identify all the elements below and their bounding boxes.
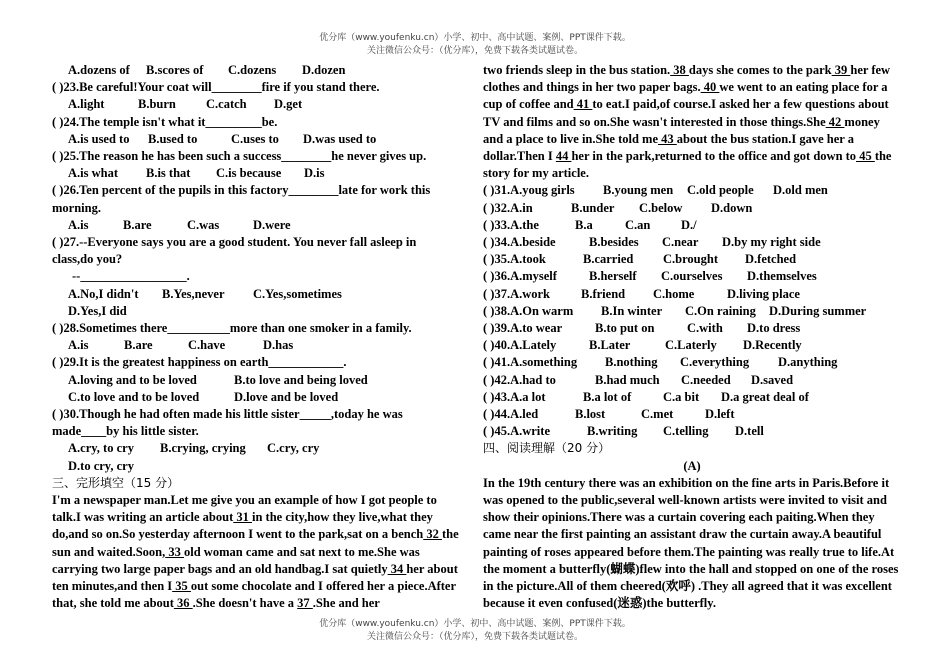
question-29: ( )29.It is the greatest happiness on earth____________. [52,355,347,370]
question-40: ( )40.A.Lately B.Later C.Laterly D.Recently [483,338,802,353]
blank-44: 44 [555,149,572,164]
blank-31: 31 [233,510,252,525]
section-3-heading: 三、完形填空（15 分） [52,475,180,490]
question-35: ( )35.A.took B.carried C.brought D.fetched [483,252,797,267]
question-27-cont: class,do you? [52,252,123,267]
question-28: ( )28.Sometimes there__________more than one smoker in a family. [52,321,412,336]
q27-option-d: D.Yes,I did [68,303,127,318]
blank-39: 39 [831,63,851,77]
q26-options: A.is B.are C.was D.were [68,217,291,232]
question-26-cont: morning. [52,200,101,215]
left-column [52,62,462,613]
right-column [483,62,901,613]
header-line-2: 关注微信公众号：（优分库），免费下载各类试题试卷。 [366,46,583,56]
blank-40: 40 [700,80,720,95]
header-line-1: 优分库（www.youfenku.cn）小学、初中、高中试题、案例、PPT课件下载。 [319,33,631,43]
q30-option-d: D.to cry, cry [68,458,134,473]
blank-35: 35 [172,579,191,594]
question-38: ( )38.A.On warm B.In winter C.On raining D.During summer [483,303,867,318]
question-39: ( )39.A.to wear B.to put on C.with D.to dress [483,321,801,336]
q22-options: A.dozens of B.scores of C.dozens D.dozen [68,63,346,77]
q23-options: A.light B.burn C.catch D.get [68,97,303,112]
question-32: ( )32.A.in B.under C.below D.down [483,200,753,215]
question-27-blank: --_________________. [72,269,190,284]
question-25: ( )25.The reason he has been such a success________he never gives up. [52,149,427,164]
q24-options: A.is used to B.used to C.uses to D.was used to [68,131,377,146]
blank-36: 36 [173,596,193,611]
blank-43: 43 [658,131,677,146]
question-26: ( )26.Ten percent of the pupils in this factory________late for work this [52,183,431,198]
q27-options: A.No,I didn't B.Yes,never C.Yes,sometimes [68,286,342,301]
footer-banner [0,618,950,644]
cloze-passage-right: two friends sleep in the bus station. 38 days she comes to the park 39 her few clothes and things in her two paper bags. 40 we went to an eating place for a cup of coffee and 41 to eat.I paid,of course.I asked her a few questions about TV and films and so on.She wasn't interested in those things.She 42 money and a place to live in.She told me 43 about the bus station.I gave her a dollar.Then I 44 her in the park,returned to the office and got down to 45 the story for my article. [483,63,892,181]
question-30: ( )30.Though he had often made his little sister_____,today he was [52,407,403,422]
question-30-cont: made____by his little sister. [52,424,199,439]
blank-33: 33 [165,544,184,559]
question-23: ( )23.Be careful!Your coat will________fire if you stand there. [52,80,380,95]
blank-37: 37 [297,596,313,611]
q28-options: A.is B.are C.have D.has [68,338,294,353]
question-36: ( )36.A.myself B.herself C.ourselves D.themselves [483,269,817,284]
question-45: ( )45.A.write B.writing C.telling D.tell [483,424,764,439]
question-42: ( )42.A.had to B.had much C.needed D.saved [483,372,794,387]
footer-line-2: 关注微信公众号：（优分库），免费下载各类试题试卷。 [366,632,583,642]
question-43: ( )43.A.a lot B.a lot of C.a bit D.a great deal of [483,389,809,404]
q29-options-2: C.to love and to be loved D.love and be loved [68,389,339,404]
blank-42: 42 [825,114,845,129]
question-27: ( )27.--Everyone says you are a good student. You never fall asleep in [52,235,417,250]
question-31: ( )31.A.youg girls B.young men C.old people D.old men [483,183,828,198]
question-33: ( )33.A.the B.a C.an D./ [483,217,697,232]
blank-34: 34 [387,561,407,576]
question-44: ( )44.A.led B.lost C.met D.left [483,407,735,422]
blank-41: 41 [573,97,593,112]
footer-line-1: 优分库（www.youfenku.cn）小学、初中、高中试题、案例、PPT课件下载。 [319,619,631,629]
question-24: ( )24.The temple isn't what it_________be. [52,114,278,129]
question-41: ( )41.A.something B.nothing C.everything D.anything [483,355,838,370]
section-4-heading: 四、阅读理解（20 分） [483,441,611,456]
q25-options: A.is what B.is that C.is because D.is [68,166,325,181]
reading-passage-a: In the 19th century there was an exhibition on the fine arts in Paris.Before it was opened to the public,several well-known artists were invited to visit and show their opinions.There was a curtain covering each paiting.When they came near the first painting an assistant draw the curtain away.A beautiful painting of roses appeared before them.The painting was really true to life.At the moment a butterfly(蝴蝶)flew into the hall and stopped on one of the roses in the picture.All of them cheered(欢呼) .They all agreed that it was excellent because it even confused(迷惑)the butterfly. [483,475,899,611]
passage-label: (A) [683,458,701,473]
question-37: ( )37.A.work B.friend C.home D.living place [483,286,800,301]
blank-38: 38 [670,63,689,77]
header-banner [0,32,950,58]
blank-32: 32 [423,527,442,542]
q29-options-1: A.loving and to be loved B.to love and being loved [68,372,368,387]
question-34: ( )34.A.beside B.besides C.near D.by my right side [483,235,821,250]
q30-options: A.cry, to cry B.crying, crying C.cry, cry [68,441,320,456]
cloze-passage-left: I'm a newspaper man.Let me give you an example of how I got people to talk.I was writing an article about 31 in the city,how they live,what they do,and so on.So yesterday afternoon I went to the park,sat on a bench 32 the sun and waited.Soon, 33 old woman came and sat next to me.She was carrying two large paper bags and an old handbag.I sat quietly 34 her about ten minutes,and then I 35 out some chocolate and I offered her a piece.After that, she told me about 36 .She doesn't have a 37 .She and her [52,493,459,611]
blank-45: 45 [856,149,875,164]
